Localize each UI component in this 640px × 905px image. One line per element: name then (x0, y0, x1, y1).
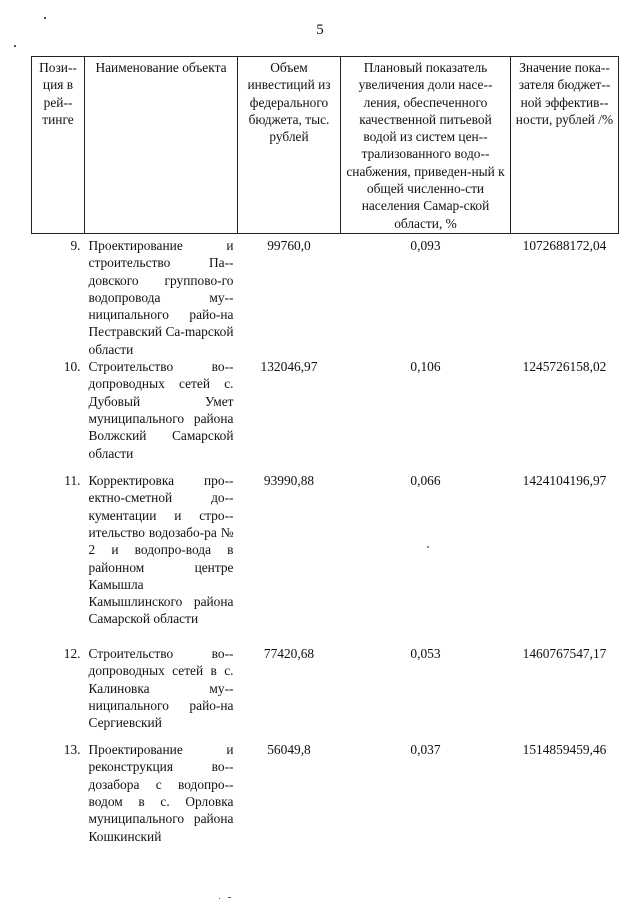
row-share: 0,037 (410, 742, 441, 758)
row-position: 12. (63, 646, 81, 662)
row-efficiency: 1460767547,17 (522, 646, 607, 662)
table-row (32, 358, 619, 472)
table-row (32, 472, 619, 645)
row-object-name: Проектирование и строительство Па-довского группово-го водопровода му-ниципального райо-на Пестравский Са-mарской области (88, 238, 234, 357)
scan-speck (427, 546, 429, 548)
header-object-name: Наименование объекта (85, 57, 238, 234)
row-object-name: Строительство во-допроводных сетей в с. Калиновка му-ниципального райо-на Сергиевский (88, 646, 234, 731)
scan-speck (219, 898, 220, 899)
row-investment: 77420,68 (263, 646, 315, 662)
row-object-name: Строительство во-допроводных сетей с. Дубовый Умет муниципального района Волжский Самарской области (88, 359, 234, 461)
header-position: Пози-ция в рей-тинге (32, 57, 85, 234)
scan-speck (44, 17, 46, 19)
page-number: 5 (316, 22, 324, 38)
scan-speck (228, 897, 231, 898)
row-investment: 93990,88 (263, 473, 315, 489)
investment-rating-table (31, 56, 619, 851)
row-position: 11. (64, 473, 81, 489)
row-share: 0,106 (410, 359, 441, 375)
table-row (32, 741, 619, 851)
row-share: 0,053 (410, 646, 441, 662)
table-row (32, 645, 619, 741)
row-efficiency: 1514859459,46 (522, 742, 607, 758)
table-header-row (32, 57, 619, 234)
scan-speck (14, 45, 16, 47)
row-efficiency: 1072688172,04 (522, 238, 607, 253)
row-efficiency: 1245726158,02 (522, 359, 607, 375)
row-investment: 56049,8 (267, 742, 311, 758)
row-share: 0,066 (410, 473, 441, 489)
table-row (32, 234, 619, 359)
row-efficiency: 1424104196,97 (522, 473, 607, 489)
row-position: 13. (63, 742, 81, 758)
row-position: 9. (70, 238, 81, 253)
header-federal-investment: Объем инвестиций из федерального бюджета, тыс. рублей (238, 57, 341, 234)
row-position: 10. (63, 359, 81, 375)
row-investment: 132046,97 (260, 359, 318, 375)
row-object-name: Проектирование и реконструкция во-дозабора с водопро-водом в с. Орловка муниципального района Кошкинский (88, 742, 234, 844)
row-object-name: Корректировка про-ектно-сметной до-кументации и стро-ительство водозабо-ра № 2 и водопро-вода в районном центре Камышла Камышлинского района Самарской области (88, 473, 234, 627)
header-budget-efficiency: Значение пока-зателя бюджет-ной эффектив-ности, рублей /% (511, 57, 619, 234)
row-share: 0,093 (410, 238, 441, 253)
row-investment: 99760,0 (267, 238, 311, 253)
header-planned-share-increase: Плановый показатель увеличения доли насе-ления, обеспеченного качественной питьевой водой из систем цен-трализованного водо-снабжения, приведен-ный к общей численно-сти населения Самар-ской области, % (341, 57, 511, 234)
